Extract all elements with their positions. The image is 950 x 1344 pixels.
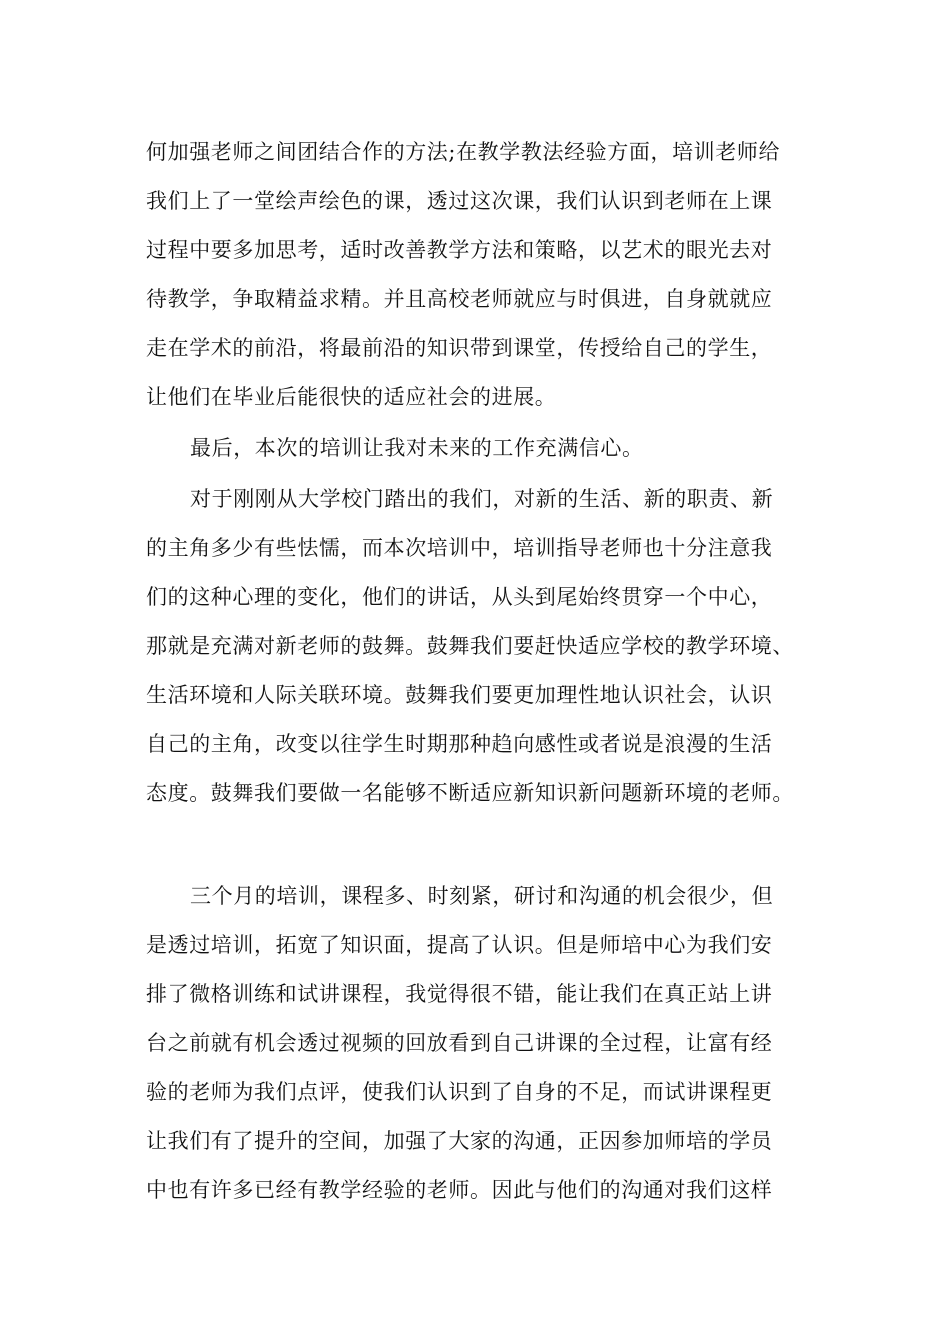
text-line: 的主角多少有些怯懦，而本次培训中，培训指导老师也十分注意我 (146, 536, 773, 560)
text-line: 那就是充满对新老师的鼓舞。鼓舞我们要赶快适应学校的教学环境、 (146, 634, 794, 658)
text-line: 三个月的培训，课程多、时刻紧，研讨和沟通的机会很少，但 (190, 884, 774, 908)
text-line: 何加强老师之间团结合作的方法;在教学教法经验方面，培训老师给 (146, 140, 781, 164)
text-line: 让他们在毕业后能很快的适应社会的进展。 (146, 385, 557, 409)
text-line: 走在学术的前沿，将最前沿的知识带到课堂，传授给自己的学生， (146, 336, 773, 360)
text-line: 们的这种心理的变化，他们的讲话，从头到尾始终贯穿一个中心， (146, 585, 773, 609)
text-line: 生活环境和人际关联环境。鼓舞我们要更加理性地认识社会，认识 (146, 683, 773, 707)
text-line: 对于刚刚从大学校门踏出的我们，对新的生活、新的职责、新 (190, 487, 774, 511)
text-line: 排了微格训练和试讲课程，我觉得很不错，能让我们在真正站上讲 (146, 982, 773, 1006)
text-line: 中也有许多已经有教学经验的老师。因此与他们的沟通对我们这样 (146, 1178, 773, 1202)
text-line: 台之前就有机会透过视频的回放看到自己讲课的全过程，让富有经 (146, 1031, 773, 1055)
text-line: 最后，本次的培训让我对未来的工作充满信心。 (190, 436, 644, 460)
text-line: 态度。鼓舞我们要做一名能够不断适应新知识新问题新环境的老师。 (146, 781, 794, 805)
text-line: 让我们有了提升的空间，加强了大家的沟通，正因参加师培的学员 (146, 1129, 773, 1153)
text-line: 待教学，争取精益求精。并且高校老师就应与时俱进，自身就就应 (146, 287, 773, 311)
text-line: 验的老师为我们点评，使我们认识到了自身的不足，而试讲课程更 (146, 1080, 773, 1104)
text-line: 自己的主角，改变以往学生时期那种趋向感性或者说是浪漫的生活 (146, 732, 773, 756)
text-line: 我们上了一堂绘声绘色的课，透过这次课，我们认识到老师在上课 (146, 189, 773, 213)
text-line: 是透过培训，拓宽了知识面，提高了认识。但是师培中心为我们安 (146, 933, 773, 957)
text-line: 过程中要多加思考，适时改善教学方法和策略，以艺术的眼光去对 (146, 238, 773, 262)
